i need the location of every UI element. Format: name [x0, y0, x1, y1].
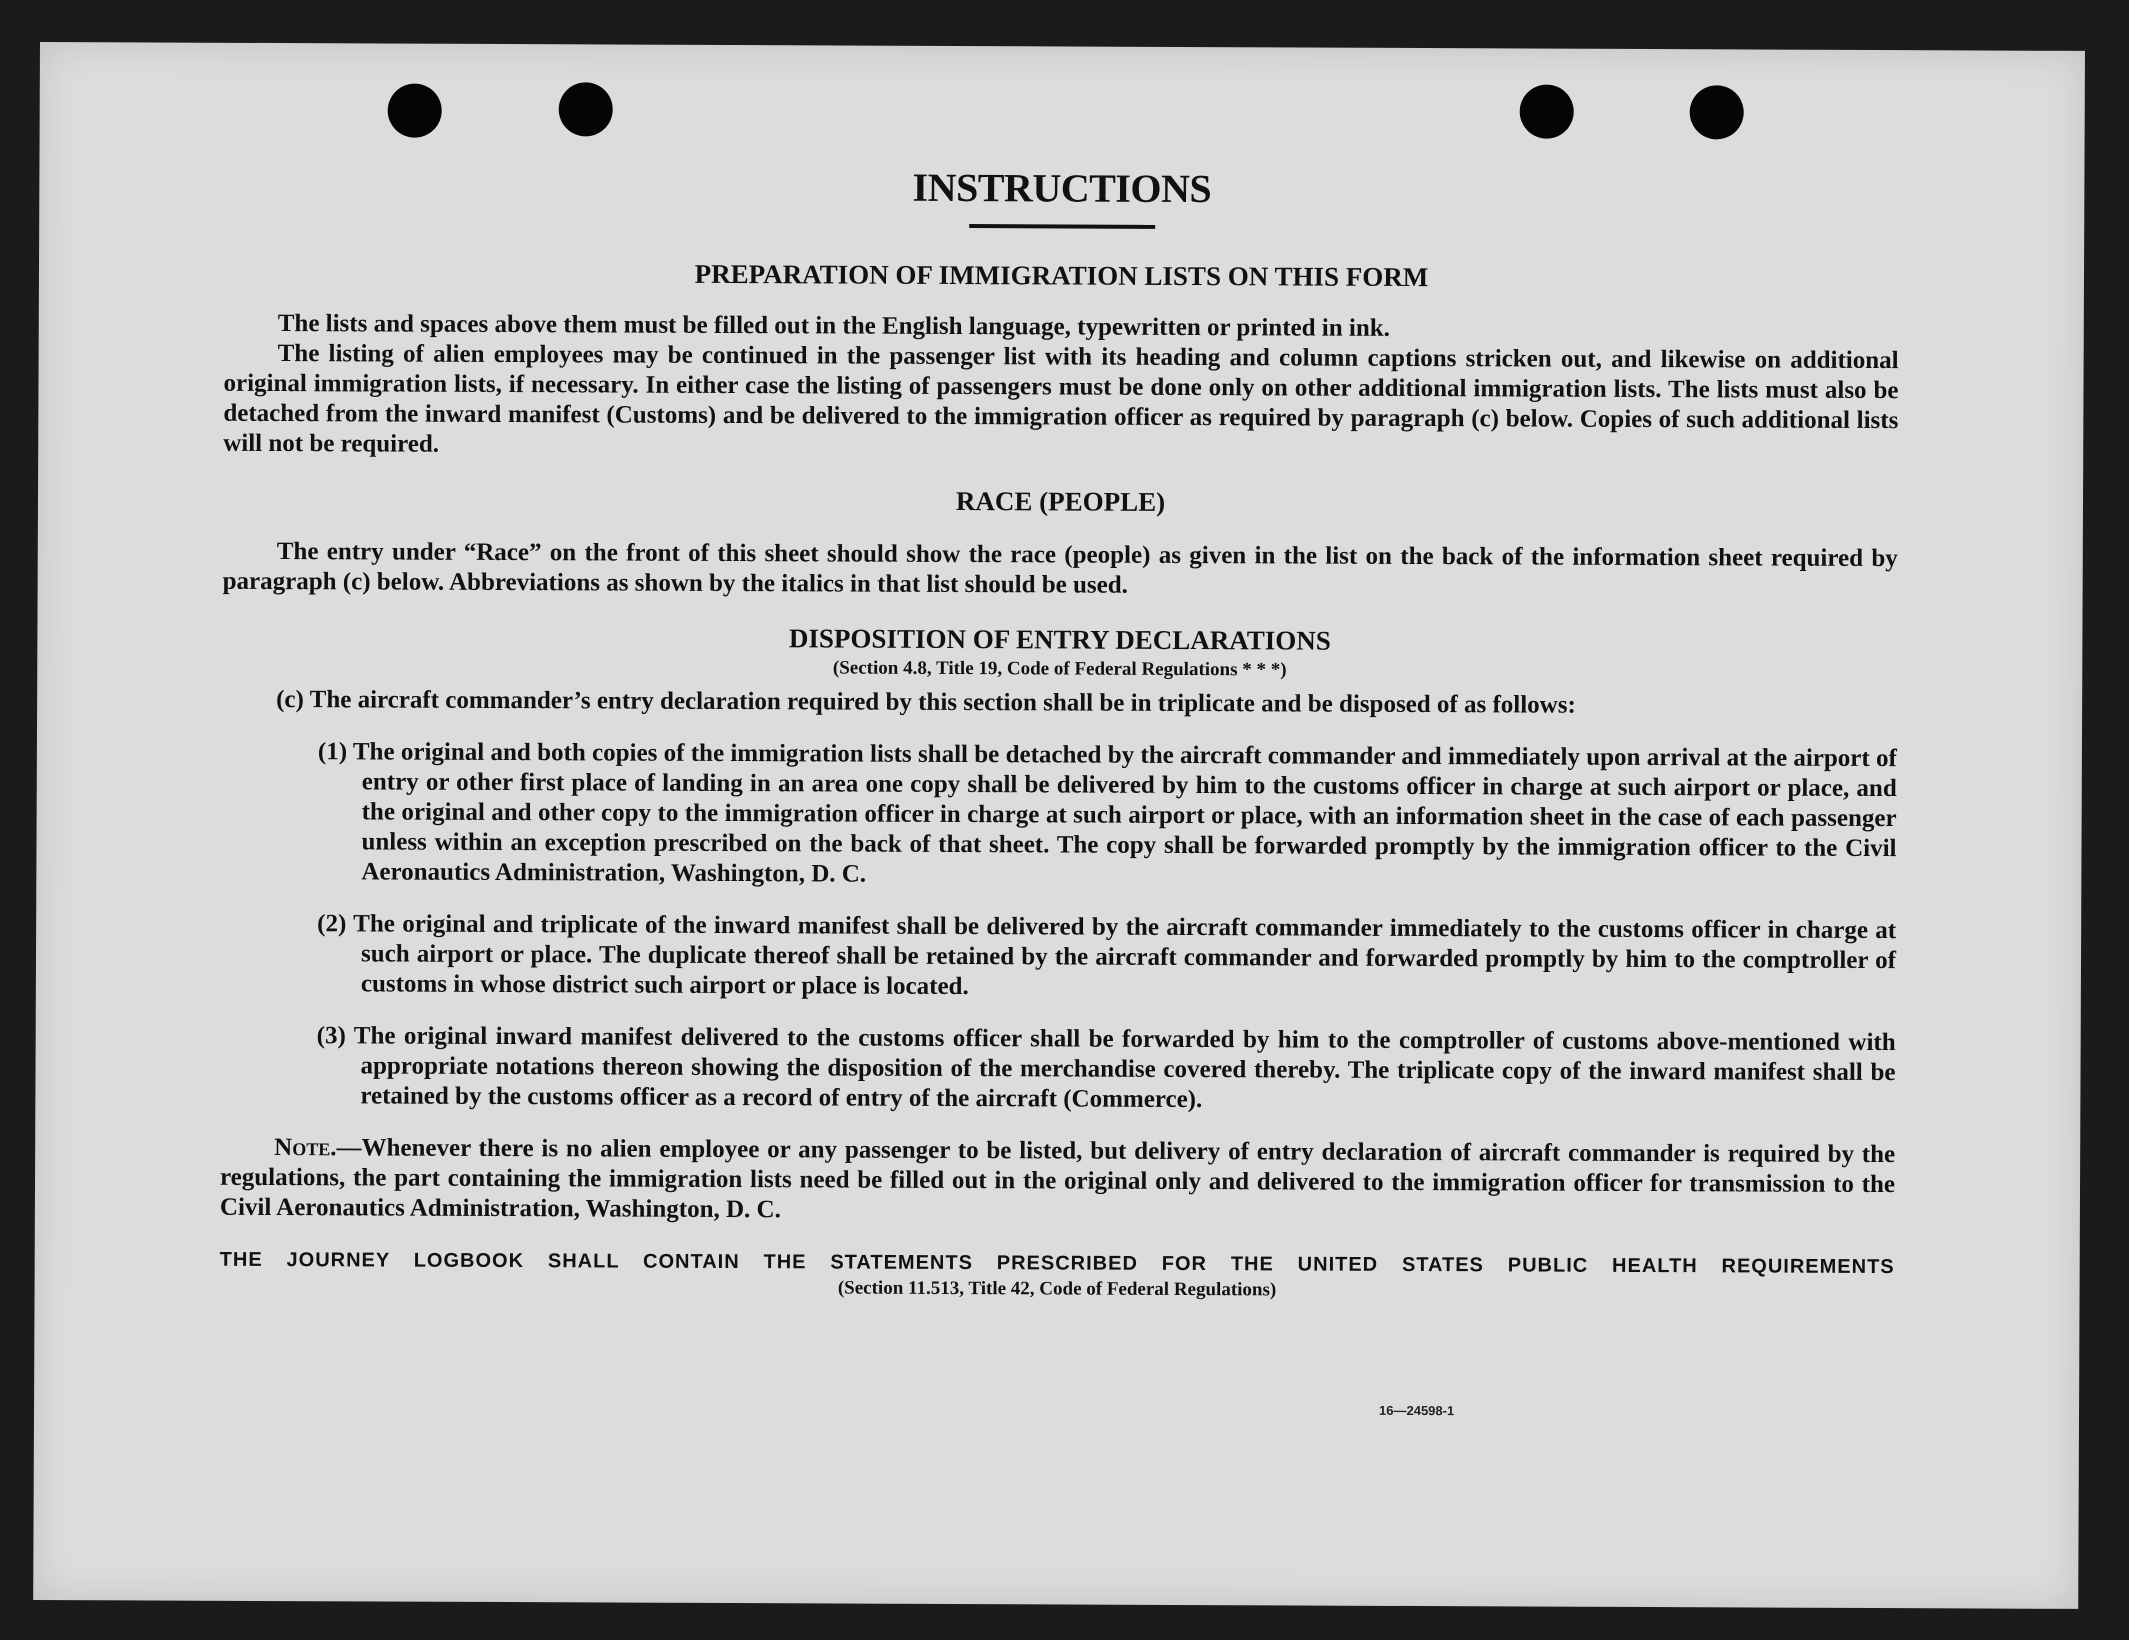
disposition-intro: (c) The aircraft commander’s entry declaration required by this section shall be in triplicate and be disposed of as follows: — [276, 686, 1576, 719]
note-text: —Whenever there is no alien employee or any passenger to be listed, but delivery of entry declaration of aircraft commander is required by the regulations, the part containing the immigration lists need be filled out in the original only and delivered to the immigration officer for transmission to the Civil Aeronautics Administration, Washington, D. C. — [219, 1134, 1896, 1224]
race-heading: RACE (PEOPLE) — [955, 486, 1166, 517]
footer-citation: (Section 11.513, Title 42, Code of Federal Regulations) — [837, 1277, 1277, 1301]
page-title: INSTRUCTIONS — [912, 164, 1212, 212]
disposition-item-2: (2) The original and triplicate of the inward manifest shall be delivered by the aircraft commander immediately to the customs officer in charge at such airport or place. The duplicate thereof shall be retained by the aircraft commander and forwarded promptly by him to the comptroller of customs in whose district such airport or place is located. — [317, 910, 1897, 1001]
disposition-heading: DISPOSITION OF ENTRY DECLARATIONS — [788, 623, 1331, 656]
race-paragraph: The entry under “Race” on the front of this sheet should show the race (people) as given in the list on the back of the information sheet required by paragraph (c) below. Abbreviations as shown by the italics in that list should be used. — [222, 538, 1898, 599]
note-paragraph — [220, 1133, 1895, 1230]
footer-requirement: THE JOURNEY LOGBOOK SHALL CONTAIN THE STATEMENTS PRESCRIBED FOR THE UNITED STATES PUBLIC HEALTH REQUIREMENTS — [219, 1248, 1895, 1279]
disposition-item-1: (1) The original and both copies of the immigration lists shall be detached by the aircraft commander and immediately upon arrival at the airport of entry or other first place of landing in an area one copy shall be delivered by him to the customs officer in charge at such airport or place, and the original and other copy to the immigration officer in charge at such airport or place, with an information sheet in the case of each passenger unless within an exception prescribed on the back of that sheet. The copy shall be forwarded promptly by the immigration officer to the Civil Aeronautics Administration, Washington, D. C. — [317, 738, 1897, 888]
disposition-citation: (Section 4.8, Title 19, Code of Federal Regulations * * *) — [832, 657, 1287, 681]
preparation-paragraph-1: The lists and spaces above them must be filled out in the English language, typewritten or printed in ink. — [277, 310, 1390, 342]
disposition-item-3: (3) The original inward manifest delivered to the customs officer shall be forwarded by him to the comptroller of customs above-mentioned with appropriate notations thereon showing the disposition of the merchandise covered thereby. The triplicate copy of the inward manifest shall be retained by the customs officer as a record of entry of the aircraft (Commerce). — [316, 1022, 1896, 1114]
preparation-heading: PREPARATION OF IMMIGRATION LISTS ON THIS FORM — [694, 258, 1429, 293]
document-page — [33, 42, 2085, 1609]
note-label: Note. — [274, 1134, 337, 1162]
document-body — [220, 113, 1900, 1306]
form-number: 16—24598-1 — [1379, 1402, 1455, 1419]
preparation-paragraph-2: The listing of alien employees may be continued in the passenger list with its heading and column captions stricken out, and likewise on additional original immigration lists, if necessary. In either case the listing of passengers must be done only on other additional immigration lists. The lists must also be detached from the inward manifest (Customs) and be delivered to the immigration officer as required by paragraph (c) below. Copies of such additional lists will not be required. — [223, 340, 1899, 458]
